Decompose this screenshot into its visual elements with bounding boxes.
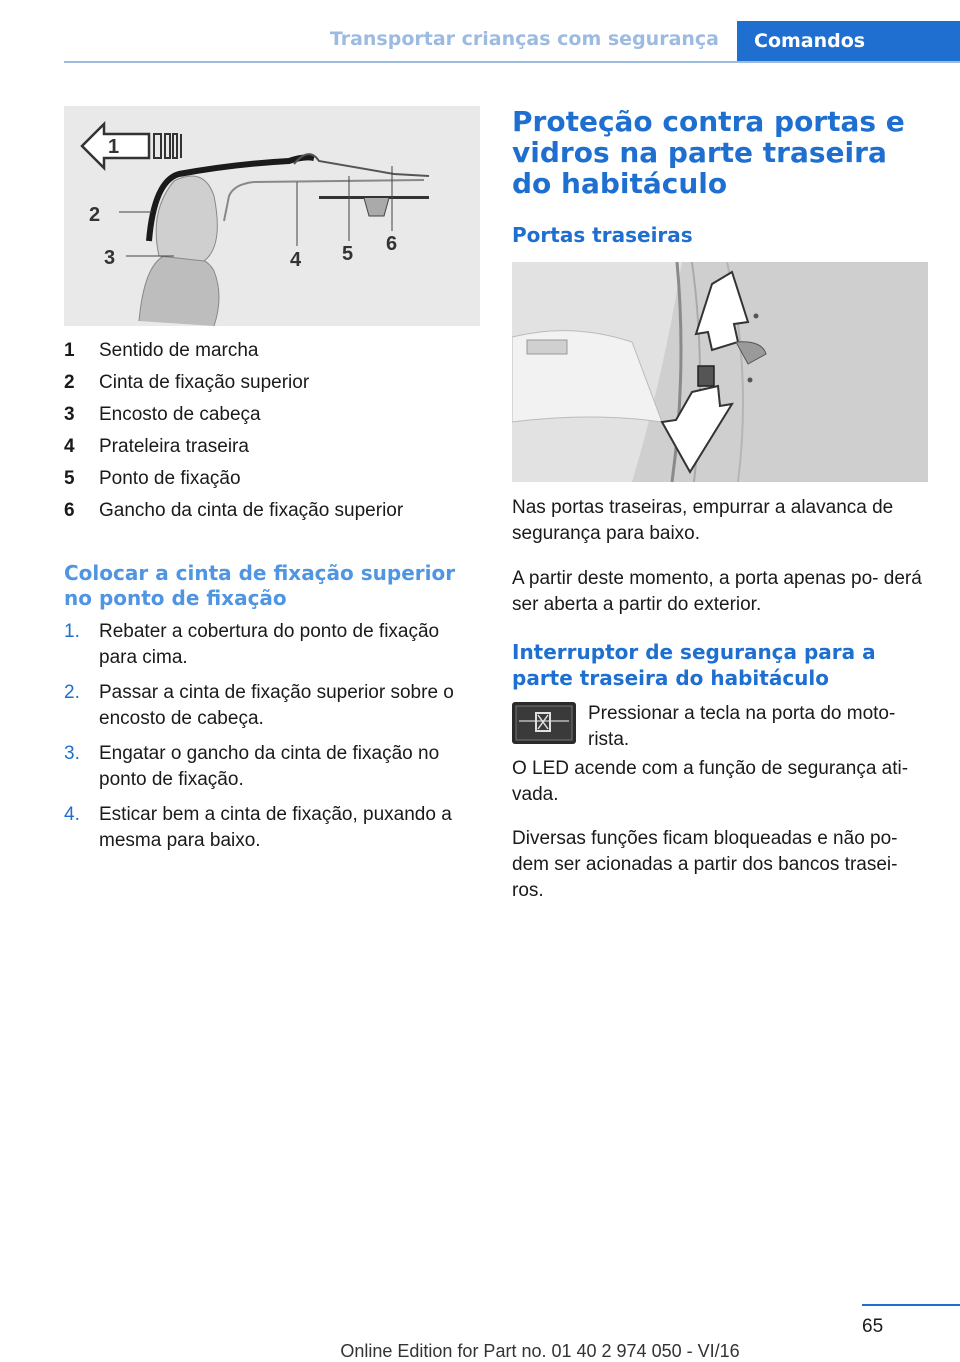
callout-2: 2 [89,204,101,226]
legend-label: Prateleira traseira [99,436,249,457]
page-title: Proteção contra portas e vidros na parte traseira do habitáculo [512,105,905,200]
safety-switch-heading: Interruptor de segurança para a parte traseira do habitáculo [512,640,876,690]
rear-doors-text: Nas portas traseiras, empurrar a alavanca de segurança para baixo. [512,497,894,544]
legend-number: 2 [64,372,75,393]
steps-list [64,619,480,863]
tether-section-heading: Colocar a cinta de fixação superior no ponto de fixação [64,561,456,610]
legend-item [64,339,480,371]
list-item [64,741,480,793]
callout-1: 1 [108,136,120,158]
page-number-rule [862,1304,960,1306]
edition-footer: Online Edition for Part no. 01 40 2 974 050 - VI/16 [340,1341,740,1361]
list-item [64,619,480,671]
callout-3: 3 [104,247,116,269]
step-number: 4. [64,804,80,825]
step-text: Engatar o gancho da cinta de fixação no ponto de fixação. [99,743,440,790]
header-divider [64,61,960,63]
legend-item [64,371,480,403]
exterior-open-text: A partir deste momento, a porta apenas po‐ derá ser aberta a partir do exterior. [512,568,922,615]
section-tab: Comandos [737,21,960,61]
list-item [64,680,480,732]
list-item [64,802,480,854]
step-number: 1. [64,621,80,642]
step-number: 2. [64,682,80,703]
step-text: Esticar bem a cinta de fixação, puxando a mesma para baixo. [99,804,452,851]
legend-item [64,403,480,435]
locked-functions-text: Diversas funções ficam bloqueadas e não po‐ dem ser acionadas a partir dos bancos trasei‐ ros. [512,828,898,901]
legend-label: Gancho da cinta de fixação superior [99,500,404,521]
callout-5: 5 [342,243,354,265]
legend-item [64,499,480,531]
switch-instruction: Pressionar a tecla na porta do moto‐ rista. [588,703,896,750]
page-number: 65 [862,1316,884,1337]
step-text: Passar a cinta de fixação superior sobre o encosto de cabeça. [99,682,454,729]
breadcrumb: Transportar crianças com segurança [329,28,719,50]
step-number: 3. [64,743,80,764]
window-lock-switch-icon [512,702,576,744]
legend-number: 6 [64,500,75,521]
figure-legend [64,339,480,531]
legend-label: Sentido de marcha [99,340,259,361]
legend-label: Ponto de fixação [99,468,241,489]
rear-doors-heading: Portas traseiras [512,223,693,247]
rear-door-lock-photo [512,262,928,482]
legend-number: 1 [64,340,75,361]
tether-illustration [64,106,480,326]
legend-number: 5 [64,468,75,489]
callout-6: 6 [386,233,398,255]
legend-item [64,435,480,467]
legend-label: Encosto de cabeça [99,404,261,425]
callout-4: 4 [290,249,302,271]
legend-number: 3 [64,404,75,425]
legend-item [64,467,480,499]
led-text: O LED acende com a função de segurança ati‐ vada. [512,758,909,805]
legend-label: Cinta de fixação superior [99,372,310,393]
legend-number: 4 [64,436,75,457]
step-text: Rebater a cobertura do ponto de fixação para cima. [99,621,440,668]
